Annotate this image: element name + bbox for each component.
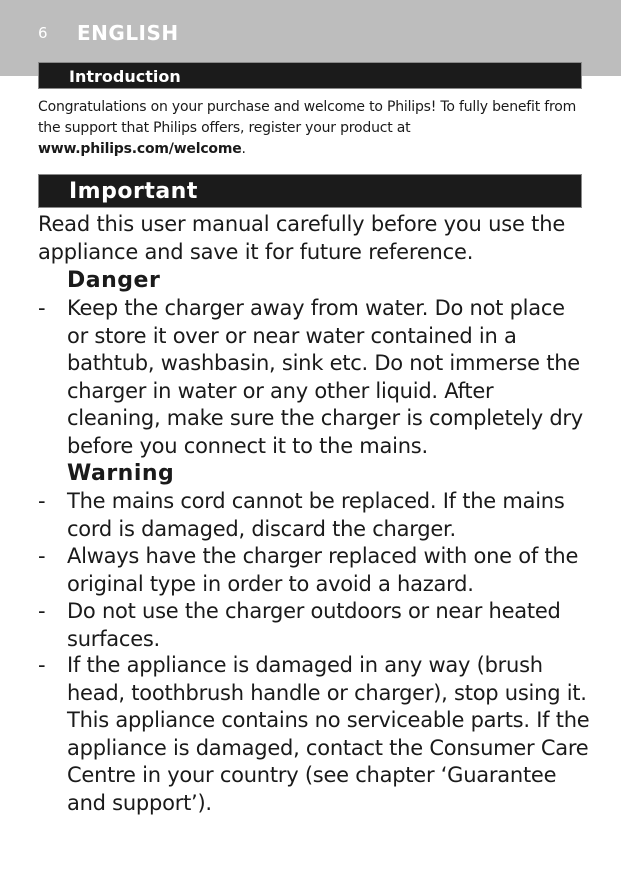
bullet-dash: - [38, 296, 46, 320]
introduction-period: . [241, 141, 246, 157]
language-label: ENGLISH [77, 21, 179, 45]
page-number: 6 [38, 24, 48, 42]
introduction-paragraph [38, 97, 583, 160]
bullet-dash: - [38, 599, 46, 623]
bullet-dash: - [38, 544, 46, 568]
bullet-dash: - [38, 489, 46, 513]
warning-item [38, 652, 590, 817]
warning-item [38, 488, 590, 543]
danger-heading: Danger [67, 268, 161, 293]
bullet-dash: - [38, 653, 46, 677]
danger-item-text: Keep the charger away from water. Do not place or store it over or near water contained in a bathtub, washbasin, sink etc. Do not immerse the charger in water or any other liquid. After cleaning, make sure the charger is completely dry before you connect it to the mains. [67, 296, 583, 458]
warning-item [38, 543, 590, 598]
warning-item-text: The mains cord cannot be replaced. If the mains cord is damaged, discard the charger. [67, 489, 565, 541]
danger-item [38, 295, 590, 460]
introduction-text: Congratulations on your purchase and welcome to Philips! To fully benefit from the support that Philips offers, register your product at [38, 99, 577, 136]
warning-item [38, 598, 590, 653]
warning-item-text: If the appliance is damaged in any way (brush head, toothbrush handle or charger), stop using it. This appliance contains no serviceable parts. If the appliance is damaged, contact the Consumer Care Centre in your country (see chapter ‘Guarantee and support’). [67, 653, 590, 815]
introduction-heading: Introduction [38, 62, 582, 89]
warning-item-text: Do not use the charger outdoors or near heated surfaces. [67, 599, 561, 651]
warning-item-text: Always have the charger replaced with one of the original type in order to avoid a hazard. [67, 544, 579, 596]
important-heading: Important [38, 174, 582, 208]
warning-heading: Warning [67, 461, 175, 486]
welcome-url: www.philips.com/welcome [38, 141, 242, 157]
important-lead-paragraph: Read this user manual carefully before you use the appliance and save it for future reference. [38, 212, 566, 264]
